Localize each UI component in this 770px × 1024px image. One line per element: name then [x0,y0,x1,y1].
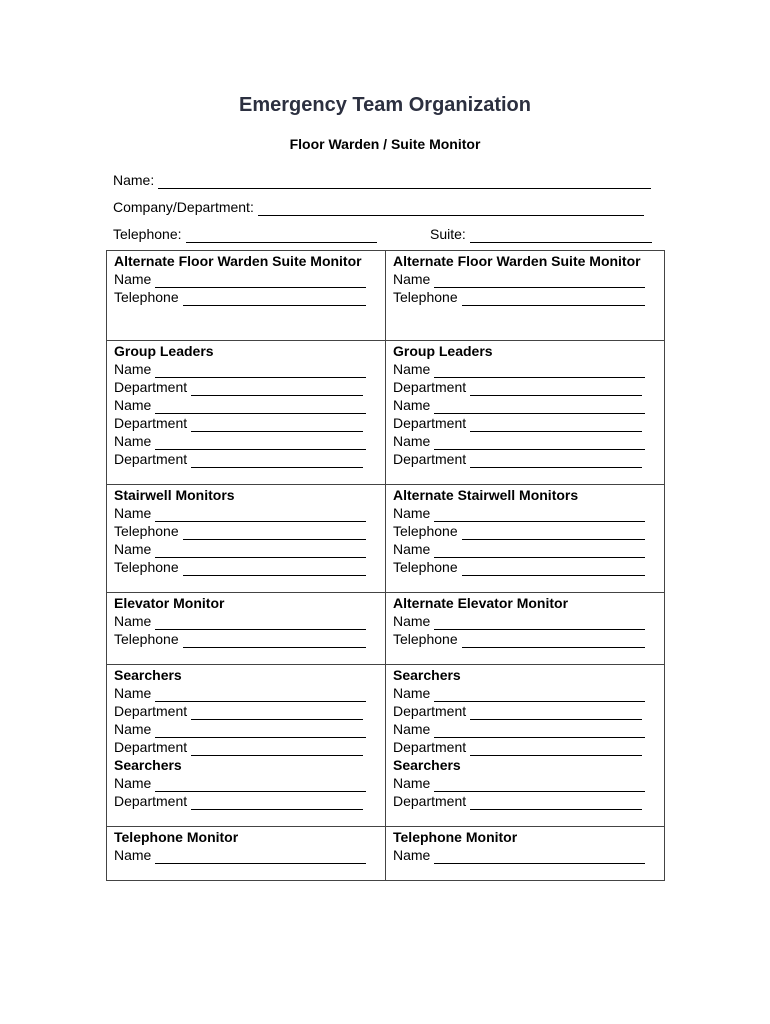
section-heading: Searchers [393,667,461,683]
field-label: Department [393,379,467,395]
section-cell-right [386,251,665,341]
field-blank[interactable] [155,777,366,792]
field-line-dept[interactable] [393,450,664,468]
field-line-name[interactable] [114,540,385,558]
roles-table [106,250,665,881]
field-label: Department [393,739,467,755]
section-heading: Group Leaders [114,343,214,359]
field-blank[interactable] [183,633,366,648]
section-heading: Elevator Monitor [114,595,225,611]
field-blank[interactable] [434,849,645,864]
telephone-blank[interactable] [186,228,377,243]
field-line-tel[interactable] [114,288,385,306]
company-department-blank[interactable] [258,201,644,216]
field-blank[interactable] [462,561,645,576]
section-cell-right [386,485,665,593]
field-line-dept[interactable] [114,792,385,810]
field-line-dept[interactable] [114,414,385,432]
field-label: Name [114,685,152,701]
field-blank[interactable] [155,435,366,450]
field-label: Name [393,397,431,413]
field-blank[interactable] [155,273,366,288]
section-cell-left [107,593,386,665]
field-blank[interactable] [462,525,645,540]
section-heading: Searchers [114,757,182,773]
field-label: Telephone [114,559,179,575]
field-blank[interactable] [470,705,642,720]
field-label: Telephone [393,559,458,575]
field-label: Department [393,451,467,467]
section-heading: Alternate Elevator Monitor [393,595,569,611]
field-blank[interactable] [183,561,366,576]
field-label: Name [393,685,431,701]
field-line-dept[interactable] [393,702,664,720]
section-row [107,665,665,827]
field-label: Name [393,361,431,377]
field-blank[interactable] [434,273,645,288]
section-cell-right [386,827,665,881]
field-blank[interactable] [191,795,363,810]
field-line-name[interactable] [114,612,385,630]
field-line-dept[interactable] [114,450,385,468]
field-label: Name [114,613,152,629]
field-blank[interactable] [470,741,642,756]
field-blank[interactable] [434,435,645,450]
field-line-tel[interactable] [393,522,664,540]
field-line-dept[interactable] [393,378,664,396]
field-line-name[interactable] [393,720,664,738]
section-cell-left [107,665,386,827]
field-label: Telephone [393,631,458,647]
section-row [107,485,665,593]
field-line-name[interactable] [393,360,664,378]
section-cell-right [386,341,665,485]
section-cell-left [107,485,386,593]
section-row [107,341,665,485]
name-label: Name: [113,172,155,188]
field-blank[interactable] [462,291,645,306]
field-line-name[interactable] [114,270,385,288]
field-blank[interactable] [434,723,645,738]
section-cell-right [386,593,665,665]
suite-label: Suite: [430,226,466,242]
field-blank[interactable] [434,615,645,630]
field-blank[interactable] [155,615,366,630]
section-heading: Alternate Floor Warden Suite Monitor [393,253,641,269]
field-blank[interactable] [434,363,645,378]
field-line-dept[interactable] [393,792,664,810]
field-label: Department [114,793,188,809]
field-label: Department [393,793,467,809]
field-line-name[interactable] [114,720,385,738]
field-label: Name [393,505,431,521]
section-heading: Alternate Floor Warden Suite Monitor [114,253,362,269]
field-label: Department [114,451,188,467]
name-blank[interactable] [158,174,651,189]
field-blank[interactable] [191,453,363,468]
field-label: Name [114,397,152,413]
field-line-name[interactable] [393,612,664,630]
company-department-field[interactable] [113,198,644,216]
section-cell-left [107,827,386,881]
field-line-name[interactable] [393,270,664,288]
suite-field[interactable] [430,225,652,243]
field-line-dept[interactable] [393,738,664,756]
field-blank[interactable] [155,507,366,522]
field-blank[interactable] [470,795,642,810]
field-label: Department [114,703,188,719]
field-line-name[interactable] [393,774,664,792]
field-blank[interactable] [183,525,366,540]
telephone-label: Telephone: [113,226,182,242]
field-label: Name [114,775,152,791]
field-label: Name [114,505,152,521]
field-label: Name [393,433,431,449]
field-label: Department [114,379,188,395]
field-label: Name [393,271,431,287]
field-line-tel[interactable] [114,522,385,540]
field-blank[interactable] [155,849,366,864]
field-label: Department [393,415,467,431]
field-label: Name [114,433,152,449]
field-line-dept[interactable] [114,378,385,396]
field-label: Department [114,739,188,755]
section-cell-right [386,665,665,827]
section-heading: Alternate Stairwell Monitors [393,487,579,503]
field-label: Telephone [114,631,179,647]
document-subtitle: Floor Warden / Suite Monitor [289,136,481,152]
suite-blank[interactable] [470,228,652,243]
field-label: Department [393,703,467,719]
field-line-dept[interactable] [114,738,385,756]
field-label: Name [393,613,431,629]
field-blank[interactable] [434,687,645,702]
field-line-tel[interactable] [393,630,664,648]
field-line-name[interactable] [393,432,664,450]
field-label: Name [114,271,152,287]
field-blank[interactable] [155,543,366,558]
field-line-name[interactable] [114,774,385,792]
field-label: Name [393,847,431,863]
field-blank[interactable] [470,453,642,468]
field-label: Telephone [393,523,458,539]
field-label: Name [114,361,152,377]
field-line-dept[interactable] [114,702,385,720]
field-blank[interactable] [155,687,366,702]
section-heading: Stairwell Monitors [114,487,235,503]
field-label: Telephone [393,289,458,305]
name-field[interactable] [113,171,651,189]
field-blank[interactable] [434,399,645,414]
section-heading: Telephone Monitor [393,829,518,845]
field-label: Name [393,775,431,791]
field-line-tel[interactable] [393,558,664,576]
field-blank[interactable] [155,363,366,378]
section-heading: Group Leaders [393,343,493,359]
field-blank[interactable] [191,741,363,756]
field-line-tel[interactable] [114,630,385,648]
field-line-name[interactable] [114,846,385,864]
field-label: Department [114,415,188,431]
field-line-name[interactable] [393,684,664,702]
section-heading: Searchers [393,757,461,773]
section-heading: Searchers [114,667,182,683]
field-line-name[interactable] [114,432,385,450]
field-blank[interactable] [191,705,363,720]
field-line-name[interactable] [393,504,664,522]
field-line-name[interactable] [114,504,385,522]
field-blank[interactable] [470,417,642,432]
field-blank[interactable] [155,399,366,414]
section-heading: Telephone Monitor [114,829,239,845]
field-blank[interactable] [462,633,645,648]
field-blank[interactable] [183,291,366,306]
field-blank[interactable] [191,381,363,396]
field-label: Name [114,721,152,737]
company-department-label: Company/Department: [113,199,254,215]
field-blank[interactable] [470,381,642,396]
field-line-name[interactable] [114,684,385,702]
field-label: Name [393,721,431,737]
document-title: Emergency Team Organization [239,94,531,116]
field-blank[interactable] [434,543,645,558]
field-line-tel[interactable] [393,288,664,306]
section-cell-left [107,251,386,341]
field-line-dept[interactable] [393,414,664,432]
field-label: Telephone [114,523,179,539]
field-blank[interactable] [191,417,363,432]
telephone-field[interactable] [113,225,377,243]
field-line-name[interactable] [393,540,664,558]
field-label: Name [393,541,431,557]
section-row [107,593,665,665]
field-line-name[interactable] [393,396,664,414]
field-label: Telephone [114,289,179,305]
field-blank[interactable] [155,723,366,738]
field-line-name[interactable] [114,360,385,378]
field-label: Name [114,541,152,557]
field-blank[interactable] [434,507,645,522]
field-line-name[interactable] [114,396,385,414]
field-line-tel[interactable] [114,558,385,576]
section-cell-left [107,341,386,485]
field-blank[interactable] [434,777,645,792]
section-row [107,251,665,341]
section-row [107,827,665,881]
field-line-name[interactable] [393,846,664,864]
field-label: Name [114,847,152,863]
